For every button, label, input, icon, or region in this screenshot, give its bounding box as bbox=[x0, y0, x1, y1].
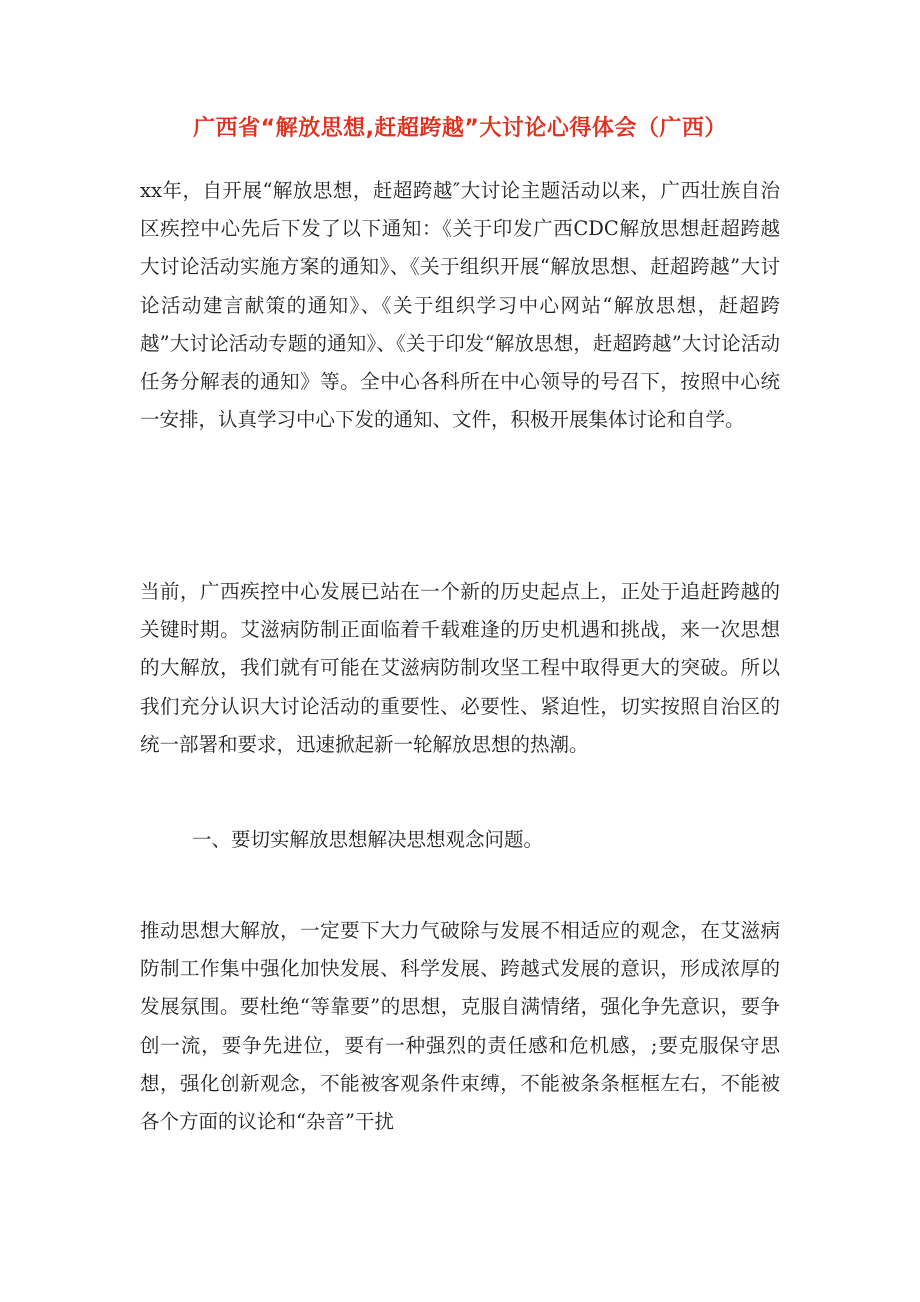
document-title: 广西省“解放思想,赶超跨越”大讨论心得体会（广西） bbox=[193, 116, 727, 141]
paragraph-current-situation: 当前，广西疾控中心发展已站在一个新的历史起点上，正处于追赶跨越的关键时期。艾滋病防制正面临着千载难逢的历史机遇和挑战，来一次思想的大解放，我们就有可能在艾滋病防制攻坚工程中取得更大的突破。所以我们充分认识大讨论活动的重要性、必要性、紧迫性，切实按照自治区的统一部署和要求，迅速掀起新一轮解放思想的热潮。 bbox=[140, 580, 780, 756]
paragraph-intro: xx年，自开展“解放思想，赶超跨越″大讨论主题活动以来，广西壮族自治区疾控中心先后下发了以下通知：《关于印发广西CDC解放思想赶超跨越大讨论活动实施方案的通知》、《关于组织开展“解放思想、赶超跨越”大讨论活动建言献策的通知》、《关于组织学习中心网站“解放思想，赶超跨越”大讨论活动专题的通知》、《关于印发“解放思想，赶超跨越”大讨论活动任务分解表的通知》等。全中心各科所在中心领导的号召下，按照中心统一安排，认真学习中心下发的通知、文件，积极开展集体讨论和自学。 bbox=[140, 179, 780, 432]
section-heading-1: 一、要切实解放思想解决思想观念问题。 bbox=[192, 828, 544, 851]
paragraph-section-1-body: 推动思想大解放，一定要下大力气破除与发展不相适应的观念，在艾滋病防制工作集中强化加快发展、科学发展、跨越式发展的意识，形成浓厚的发展氛围。要杜绝“等靠要”的思想，克服自满情绪，强化争先意识，要争创一流，要争先进位，要有一种强烈的责任感和危机感，;要克服保守思想，强化创新观念，不能被客观条件束缚，不能被条条框框左右，不能被各个方面的议论和“杂音”干扰 bbox=[140, 919, 780, 1134]
